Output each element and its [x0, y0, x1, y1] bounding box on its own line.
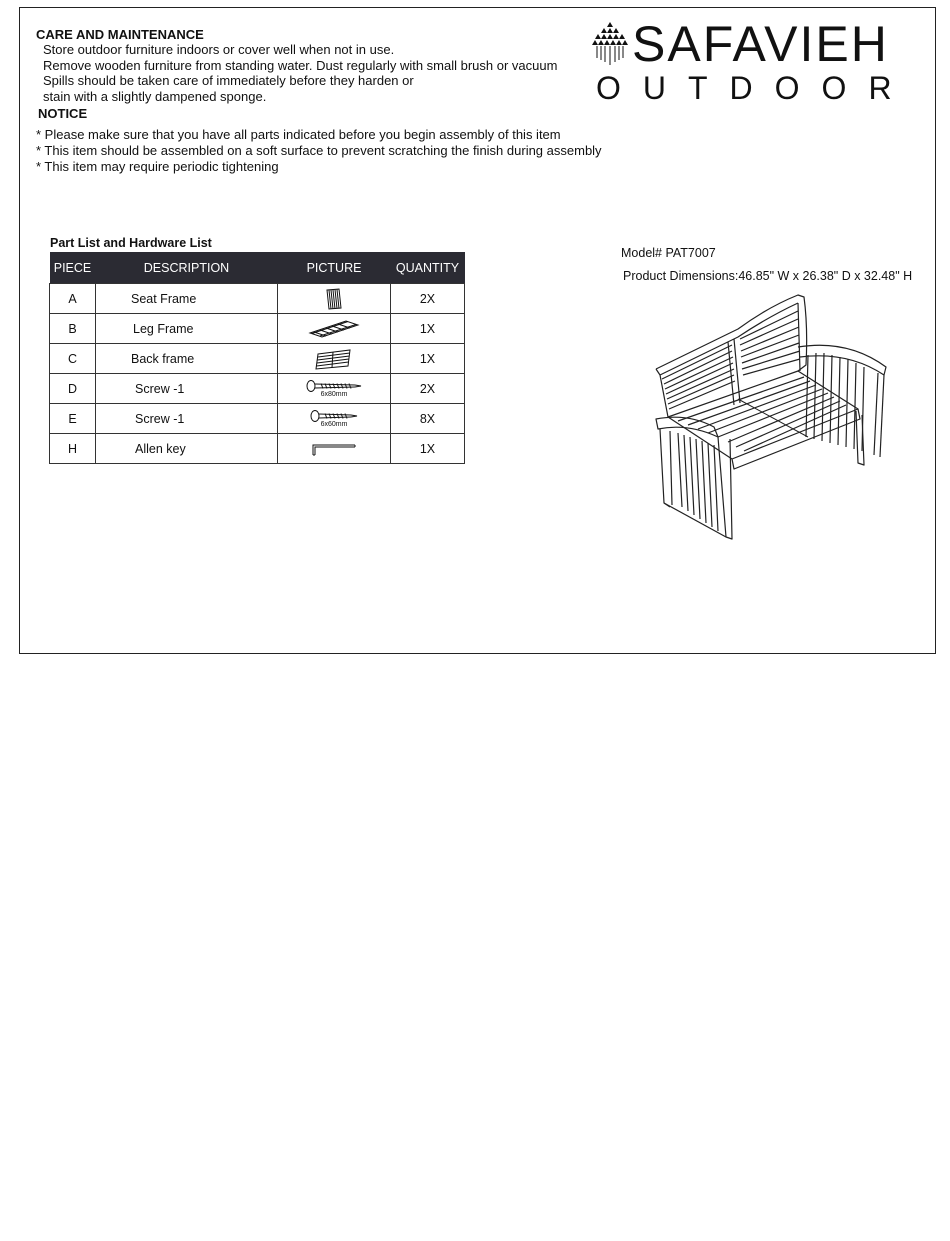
description-cell: Seat Frame [96, 284, 278, 314]
care-line: stain with a slightly dampened sponge. [43, 88, 267, 104]
piece-cell: C [50, 344, 96, 374]
parts-list-title: Part List and Hardware List [50, 236, 212, 250]
care-text [43, 42, 557, 104]
brand-mark-icon [592, 22, 628, 66]
bench-illustration [648, 287, 894, 543]
header-quantity: QUANTITY [391, 252, 465, 284]
care-line: Spills should be taken care of immediately before they harden or [43, 73, 414, 88]
picture-cell [278, 314, 391, 344]
seat-frame-icon [323, 288, 345, 310]
description-cell: Screw -1 [96, 404, 278, 434]
table-row [50, 284, 465, 314]
table-row [50, 434, 465, 464]
model-number: Model# PAT7007 [621, 246, 716, 260]
table-row [50, 374, 465, 404]
notice-title: NOTICE [38, 106, 88, 121]
notice-line: * This item may require periodic tightening [36, 159, 279, 174]
piece-cell: B [50, 314, 96, 344]
description-cell: Screw -1 [96, 374, 278, 404]
description-cell: Back frame [96, 344, 278, 374]
notice-line: * Please make sure that you have all parts indicated before you begin assembly of this item [36, 127, 561, 142]
care-title: CARE AND MAINTENANCE [36, 27, 204, 42]
allen-key-icon [309, 441, 359, 457]
piece-cell: H [50, 434, 96, 464]
product-dimensions: Product Dimensions:46.85" W x 26.38" D x 32.48" H [623, 269, 913, 283]
parts-table [49, 252, 465, 464]
description-cell: Allen key [96, 434, 278, 464]
notice-text [36, 127, 602, 175]
header-picture: PICTURE [278, 252, 391, 284]
description-cell: Leg Frame [96, 314, 278, 344]
picture-cell [278, 434, 391, 464]
care-line: Remove wooden furniture from standing water. Dust regularly with small brush or vacuum [43, 57, 558, 73]
brand-name: SAFAVIEH [632, 16, 889, 72]
piece-cell: D [50, 374, 96, 404]
header-description: DESCRIPTION [96, 252, 278, 284]
back-frame-icon [314, 348, 354, 370]
picture-cell [278, 404, 391, 434]
quantity-cell: 1X [391, 314, 465, 344]
quantity-cell: 1X [391, 344, 465, 374]
brand-subtitle: OUTDOOR [596, 70, 914, 106]
screw-size-label: 6x60mm [320, 421, 348, 428]
care-line: Store outdoor furniture indoors or cover well when not in use. [43, 42, 395, 57]
leg-frame-icon [308, 319, 360, 339]
picture-cell [278, 344, 391, 374]
quantity-cell: 2X [391, 374, 465, 404]
quantity-cell: 8X [391, 404, 465, 434]
piece-cell: A [50, 284, 96, 314]
table-row [50, 344, 465, 374]
quantity-cell: 1X [391, 434, 465, 464]
header-piece: PIECE [50, 252, 96, 284]
notice-line: * This item should be assembled on a soft surface to prevent scratching the finish during assembly [36, 143, 602, 158]
table-row [50, 314, 465, 344]
piece-cell: E [50, 404, 96, 434]
table-row [50, 404, 465, 434]
table-header-row [50, 252, 465, 284]
screw-size-label: 6x80mm [320, 391, 348, 398]
quantity-cell: 2X [391, 284, 465, 314]
picture-cell [278, 374, 391, 404]
brand-logo [592, 18, 912, 104]
picture-cell [278, 284, 391, 314]
